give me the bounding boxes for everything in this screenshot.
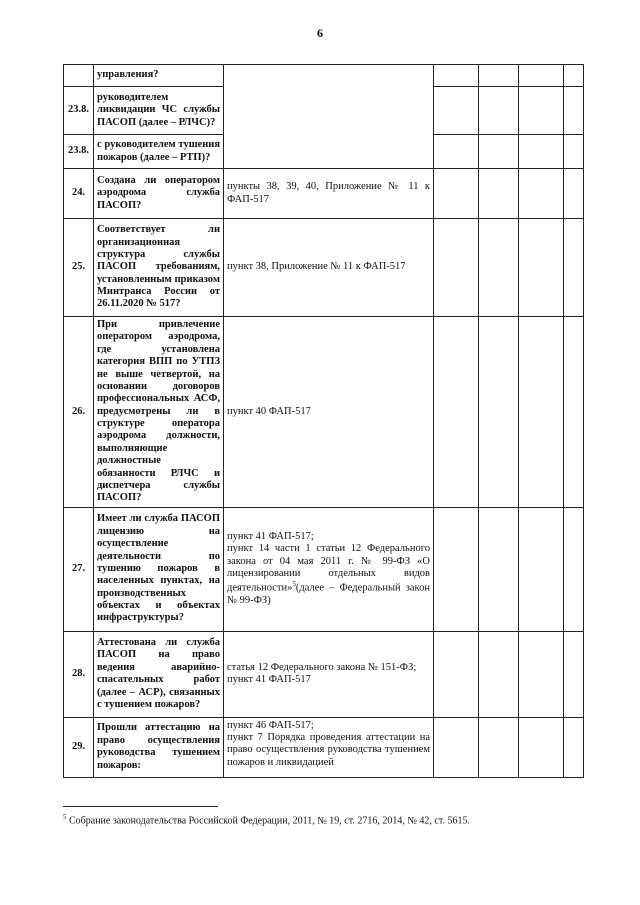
row-number: 26.	[64, 317, 94, 508]
blank-cell	[564, 507, 584, 631]
blank-cell	[479, 219, 519, 317]
reference-line: пункт 7 Порядка проведения аттестации на право осуществления руководства тушением пожаров и ликвидацией	[227, 732, 430, 768]
blank-cell	[519, 135, 564, 169]
reference-line: пункты 38, 39, 40, Приложение № 11 к ФАП-517	[227, 181, 430, 205]
row-number: 23.8.	[64, 87, 94, 135]
question-cell: Аттестована ли служба ПАСОП на право ведения аварийно-спасательных работ (далее – АСР), связанных с тушением пожаров?	[94, 631, 224, 717]
reference-cell	[224, 317, 434, 508]
blank-cell	[564, 317, 584, 508]
reference-line: пункт 41 ФАП-517	[227, 674, 311, 686]
blank-cell	[519, 717, 564, 777]
blank-cell	[519, 65, 564, 87]
blank-cell	[564, 169, 584, 219]
blank-cell	[519, 87, 564, 135]
blank-cell	[564, 631, 584, 717]
blank-cell	[564, 87, 584, 135]
question-cell: руководителем ликвидации ЧС службы ПАСОП (далее – РЛЧС)?	[94, 87, 224, 135]
footnote-text: Собрание законодательства Российской Федерации, 2011, № 19, ст. 2716, 2014, № 42, ст. 5615.	[69, 815, 470, 827]
blank-cell	[434, 631, 479, 717]
question-cell: Имеет ли служба ПАСОП лицензию на осуществление деятельности по тушению пожаров в населенных пунктах, на производственных объектах и объектах инфраструктуры?	[94, 507, 224, 631]
reference-text: (далее – Федеральный закон № 99-ФЗ)	[227, 582, 430, 607]
blank-cell	[479, 65, 519, 87]
blank-cell	[434, 87, 479, 135]
blank-cell	[564, 717, 584, 777]
blank-cell	[434, 219, 479, 317]
blank-cell	[519, 169, 564, 219]
blank-cell	[564, 135, 584, 169]
table-row	[64, 717, 584, 777]
row-number: 24.	[64, 169, 94, 219]
footnote-marker: 5	[63, 813, 67, 821]
reference-text: пункт 14 части 1 статьи 12 Федерального закона от 04 мая 2011 г. № 99-ФЗ «О лицензировании отдельных видов деятельности»	[227, 543, 430, 594]
table-row	[64, 65, 584, 87]
blank-cell	[434, 169, 479, 219]
footnote	[63, 813, 603, 827]
reference-cell	[224, 717, 434, 777]
blank-cell	[479, 507, 519, 631]
row-number: 27.	[64, 507, 94, 631]
blank-cell	[519, 631, 564, 717]
table-row	[64, 169, 584, 219]
blank-cell	[479, 717, 519, 777]
table-row	[64, 507, 584, 631]
row-number: 29.	[64, 717, 94, 777]
checklist-table	[63, 64, 584, 778]
blank-cell	[479, 169, 519, 219]
row-number: 25.	[64, 219, 94, 317]
reference-line	[227, 543, 430, 607]
reference-cell	[224, 65, 434, 169]
question-cell: с руководителем тушения пожаров (далее – РТП)?	[94, 135, 224, 169]
blank-cell	[434, 317, 479, 508]
reference-line: пункт 38, Приложение № 11 к ФАП-517	[227, 261, 406, 273]
table-row	[64, 219, 584, 317]
blank-cell	[479, 135, 519, 169]
reference-line: пункт 46 ФАП-517;	[227, 719, 314, 731]
row-number	[64, 65, 94, 87]
blank-cell	[479, 631, 519, 717]
blank-cell	[479, 317, 519, 508]
blank-cell	[434, 135, 479, 169]
page-number: 6	[317, 26, 323, 40]
blank-cell	[564, 65, 584, 87]
blank-cell	[434, 65, 479, 87]
question-cell: При привлечение оператором аэродрома, где установлена категория ВПП по УТПЗ не выше четвертой, на основании договоров профессиональных АСФ, предусмотрены ли в структуре оператора аэродрома должности, выполняющие должностные обязанности РЛЧС и диспетчера службы ПАСОП?	[94, 317, 224, 508]
footnote-divider	[63, 806, 218, 807]
question-cell: Соответствует ли организационная структура службы ПАСОП требованиям, установленным приказом Минтранса России от 26.11.2020 № 517?	[94, 219, 224, 317]
reference-cell	[224, 631, 434, 717]
blank-cell	[564, 219, 584, 317]
blank-cell	[434, 507, 479, 631]
reference-cell	[224, 169, 434, 219]
row-number: 28.	[64, 631, 94, 717]
blank-cell	[519, 507, 564, 631]
reference-line: пункт 40 ФАП-517	[227, 405, 311, 417]
blank-cell	[479, 87, 519, 135]
reference-cell	[224, 219, 434, 317]
question-cell: Прошли аттестацию на право осуществления руководства тушением пожаров:	[94, 717, 224, 777]
reference-line: статья 12 Федерального закона № 151-ФЗ;	[227, 661, 417, 673]
blank-cell	[519, 317, 564, 508]
question-cell: Создана ли оператором аэродрома служба ПАСОП?	[94, 169, 224, 219]
blank-cell	[434, 717, 479, 777]
footnote-marker: 5	[292, 580, 296, 589]
row-number: 23.8.	[64, 135, 94, 169]
blank-cell	[519, 219, 564, 317]
table-row	[64, 317, 584, 508]
reference-line: пункт 41 ФАП-517;	[227, 530, 314, 542]
reference-cell	[224, 507, 434, 631]
table-row	[64, 631, 584, 717]
question-cell: управления?	[94, 65, 224, 87]
